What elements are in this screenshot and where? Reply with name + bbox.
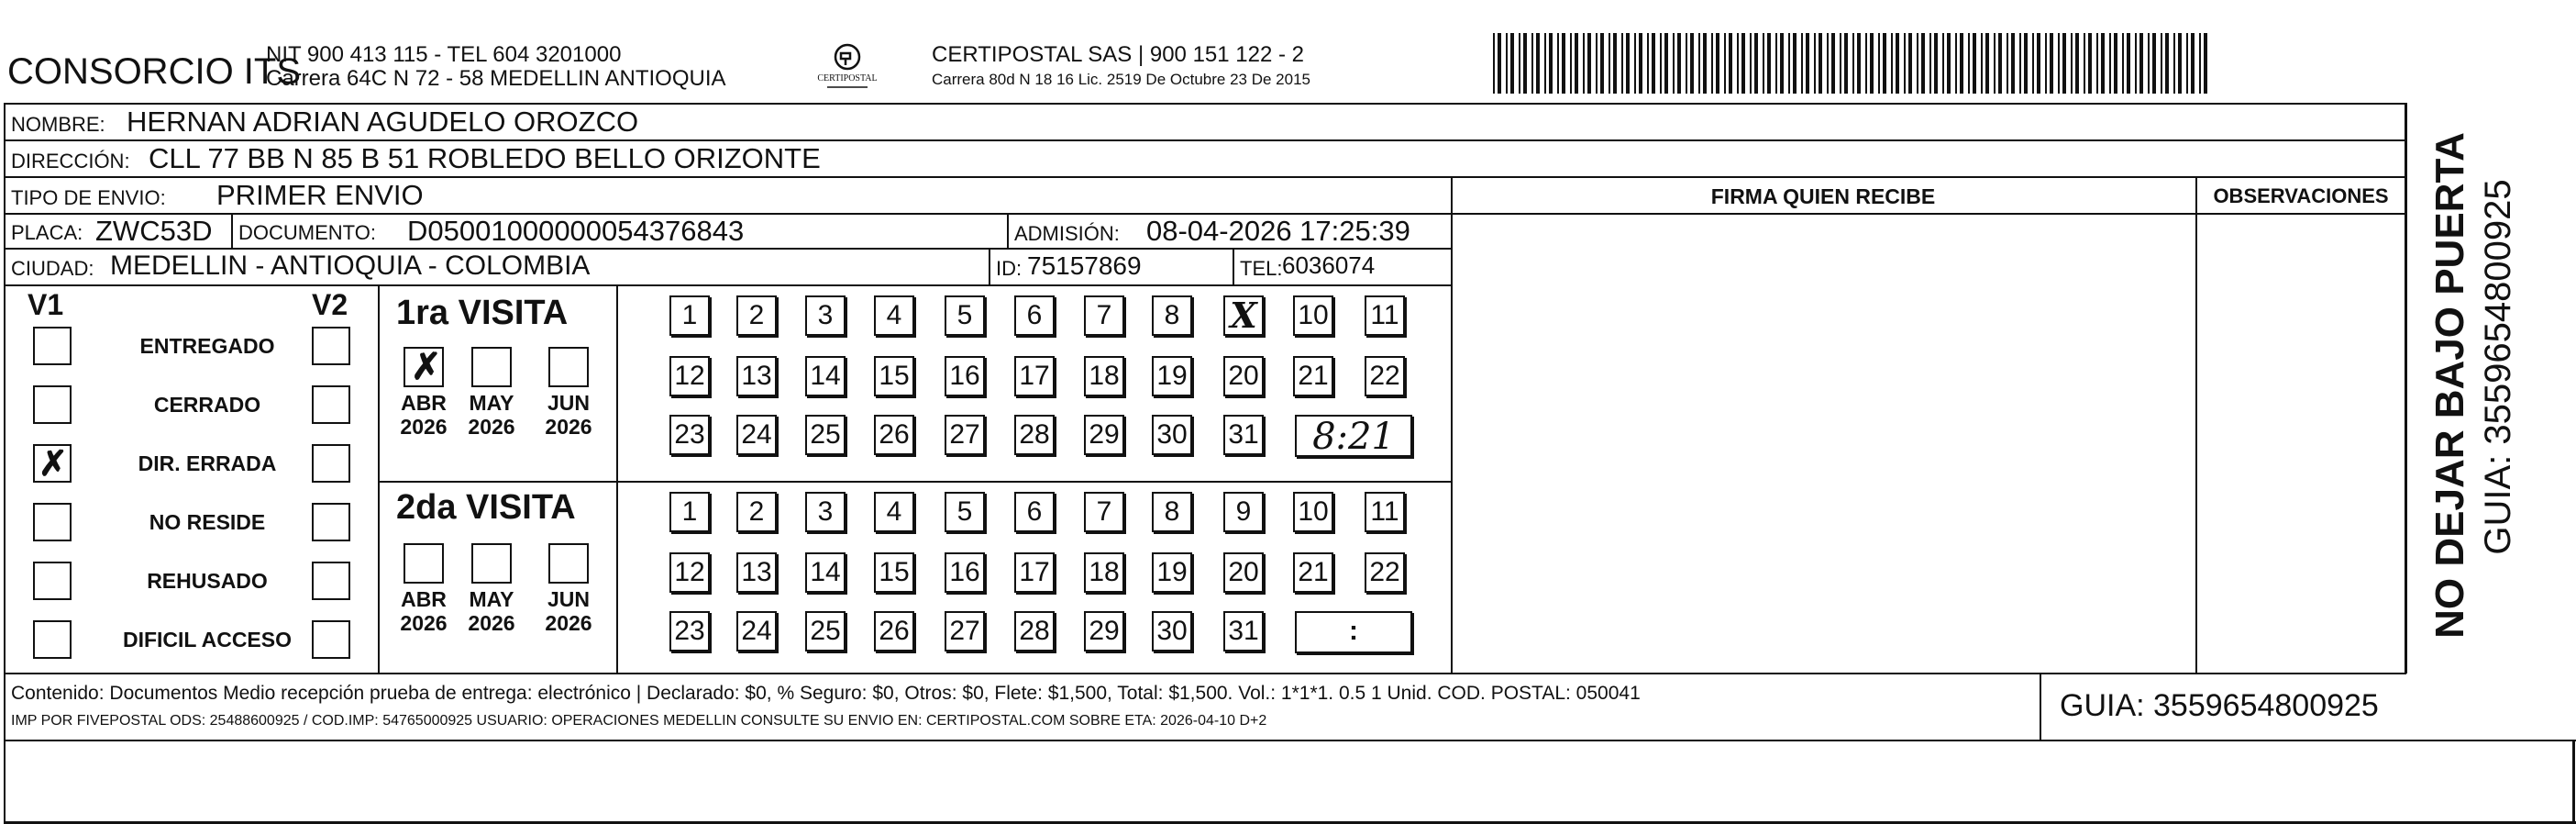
v2-header: V2 <box>312 288 348 321</box>
visit1-day-number: 10 <box>1298 300 1329 330</box>
v1-checkbox[interactable] <box>33 562 72 600</box>
visit2-day-box[interactable] <box>669 492 710 532</box>
visit2-day-box[interactable] <box>669 552 710 593</box>
visit1-day-box[interactable] <box>1365 295 1405 336</box>
visit2-day-box[interactable] <box>1365 552 1405 593</box>
visit1-day-box[interactable] <box>669 295 710 336</box>
visit1-month-checkbox[interactable] <box>404 347 444 387</box>
visit1-day-box[interactable] <box>1223 295 1264 336</box>
visit2-day-number: 23 <box>674 616 705 646</box>
v2-checkbox[interactable] <box>312 327 350 365</box>
visit2-day-number: 8 <box>1164 496 1180 527</box>
visit2-day-number: 25 <box>810 616 841 646</box>
footer-guide: GUIA: 3559654800925 <box>2060 688 2379 723</box>
visit1-day-number: 13 <box>741 361 772 391</box>
visit1-day-box[interactable] <box>1223 415 1264 455</box>
visit2-day-number: 13 <box>741 557 772 587</box>
visit2-time: : <box>1349 616 1358 646</box>
visit2-day-number: 5 <box>956 496 973 527</box>
document-label: DOCUMENTO: <box>238 221 376 244</box>
visit1-month-checkbox[interactable] <box>471 347 512 387</box>
visit1-day-box[interactable] <box>1152 295 1192 336</box>
visit1-day-box[interactable] <box>874 356 914 396</box>
v1-checkbox[interactable] <box>33 503 72 541</box>
visit2-day-number: 1 <box>681 496 698 527</box>
visit2-title: 2da VISITA <box>396 488 576 527</box>
v1-header: V1 <box>28 288 64 321</box>
visit1-day-number: 20 <box>1228 361 1259 391</box>
company-nit: NIT 900 413 115 - TEL 604 3201000 <box>266 42 622 67</box>
check-mark-icon: ✗ <box>39 442 68 484</box>
v1-checkbox[interactable] <box>33 620 72 659</box>
plate: ZWC53D <box>95 215 213 247</box>
document-number: D05001000000054376843 <box>407 215 745 247</box>
barcode <box>1493 33 2217 94</box>
visit2-day-number: 20 <box>1228 557 1259 587</box>
visit1-day-number: 25 <box>810 419 841 450</box>
visit2-day-box[interactable] <box>1293 492 1333 532</box>
ship-type: PRIMER ENVIO <box>216 179 424 211</box>
visit1-day-number: 11 <box>1370 300 1399 330</box>
visit2-day-number: 18 <box>1089 557 1120 587</box>
visit2-day-number: 7 <box>1096 496 1112 527</box>
visit2-day-number: 30 <box>1156 616 1188 646</box>
visit2-day-box[interactable] <box>669 611 710 651</box>
status-label-entregado: ENTREGADO <box>139 334 275 358</box>
visit1-day-box[interactable] <box>874 415 914 455</box>
visit1-day-number: 6 <box>1026 300 1043 330</box>
visit2-day-number: 29 <box>1089 616 1120 646</box>
v2-checkbox[interactable] <box>312 562 350 600</box>
visit1-year-label: 2026 <box>545 415 592 439</box>
visit1-day-number: 14 <box>810 361 841 391</box>
footer-content: Contenido: Documentos Medio recepción prueba de entrega: electrónico | Declarado: $0, % Seguro: $0, Otros: $0, Flete: $1,500, Total: $1,500. Vol.: 1*1*1. 0.5 1 Unid. COD. POSTAL: 050041 <box>11 683 1641 704</box>
visit2-day-number: 9 <box>1235 496 1252 527</box>
visit1-month-checkbox[interactable] <box>548 347 589 387</box>
company-address: Carrera 64C N 72 - 58 MEDELLIN ANTIOQUIA <box>266 66 726 91</box>
recipient-id: 75157869 <box>1027 251 1142 280</box>
visit1-day-box[interactable] <box>736 415 777 455</box>
visit2-day-number: 14 <box>810 557 841 587</box>
carrier-address: Carrera 80d N 18 16 Lic. 2519 De Octubre 23 De 2015 <box>932 71 1310 88</box>
visit2-day-number: 4 <box>886 496 902 527</box>
visit1-day-box[interactable] <box>1365 356 1405 396</box>
visit1-day-number: 24 <box>741 419 772 450</box>
visit1-day-number: 29 <box>1089 419 1120 450</box>
visit1-day-number: 22 <box>1369 361 1400 391</box>
visit2-day-box[interactable] <box>1084 611 1124 651</box>
visit1-day-box[interactable] <box>805 415 846 455</box>
visit1-day-box[interactable] <box>1293 295 1333 336</box>
visit1-day-box[interactable] <box>874 295 914 336</box>
visit1-day-box[interactable] <box>669 415 710 455</box>
visit2-day-number: 31 <box>1228 616 1259 646</box>
visit2-day-box[interactable] <box>805 552 846 593</box>
visit2-day-box[interactable] <box>874 492 914 532</box>
visit2-month-label: JUN <box>547 587 590 611</box>
visit1-day-number: 19 <box>1156 361 1188 391</box>
visit1-day-number: 8 <box>1164 300 1180 330</box>
address-label: DIRECCIÓN: <box>11 150 130 173</box>
visit1-day-box[interactable] <box>1152 356 1192 396</box>
visit1-day-number: 26 <box>879 419 910 450</box>
admission-date: 08-04-2026 17:25:39 <box>1146 215 1410 247</box>
visit2-day-box[interactable] <box>1365 492 1405 532</box>
visit1-day-box[interactable] <box>669 356 710 396</box>
observations-label: OBSERVACIONES <box>2213 184 2389 207</box>
visit2-day-number: 16 <box>949 557 980 587</box>
visit1-day-number: 31 <box>1228 419 1259 450</box>
visit1-month-label: MAY <box>469 391 514 415</box>
v2-checkbox[interactable] <box>312 385 350 424</box>
visit1-day-box[interactable] <box>736 356 777 396</box>
day-mark: X <box>1230 295 1257 336</box>
footer-printer: IMP POR FIVEPOSTAL ODS: 25488600925 / COD.IMP: 54765000925 USUARIO: OPERACIONES MEDELLIN CONSULTE SU ENVIO EN: CERTIPOSTAL.COM SOBRE ETA: 2026-04-10 D+2 <box>11 713 1267 729</box>
visit1-day-box[interactable] <box>945 295 985 336</box>
visit1-day-box[interactable] <box>1223 356 1264 396</box>
visit1-day-number: 2 <box>748 300 765 330</box>
recipient-tel: 6036074 <box>1282 251 1376 279</box>
visit1-day-box[interactable] <box>805 295 846 336</box>
signature-label: FIRMA QUIEN RECIBE <box>1710 184 1936 208</box>
v2-checkbox[interactable] <box>312 620 350 659</box>
visit2-year-label: 2026 <box>468 611 515 635</box>
visit1-day-box[interactable] <box>1084 356 1124 396</box>
visit1-day-number: 1 <box>681 300 698 330</box>
visit2-day-number: 28 <box>1019 616 1050 646</box>
visit2-month-label: ABR <box>401 587 447 611</box>
visit2-day-number: 12 <box>674 557 705 587</box>
visit1-day-number: 12 <box>674 361 705 391</box>
visit1-day-box[interactable] <box>1014 415 1055 455</box>
visit1-day-number: 15 <box>879 361 910 391</box>
visit2-day-number: 19 <box>1156 557 1188 587</box>
visit1-year-label: 2026 <box>400 415 448 439</box>
visit1-day-box[interactable] <box>1084 415 1124 455</box>
visit2-day-box[interactable] <box>1014 552 1055 593</box>
visit1-time: 8:21 <box>1312 416 1395 458</box>
visit2-day-number: 26 <box>879 616 910 646</box>
visit2-day-number: 24 <box>741 616 772 646</box>
status-label-dificil-acceso: DIFICIL ACCESO <box>122 628 292 651</box>
certipostal-logo-icon <box>814 40 880 95</box>
visit2-day-box[interactable] <box>1152 611 1192 651</box>
v1-checkbox[interactable] <box>33 385 72 424</box>
visit2-day-number: 17 <box>1019 557 1050 587</box>
recipient-name: HERNAN ADRIAN AGUDELO OROZCO <box>127 106 639 138</box>
check-mark-icon: ✗ <box>411 345 442 388</box>
visit2-day-box[interactable] <box>1293 552 1333 593</box>
side-warning: NO DEJAR BAJO PUERTA <box>2427 132 2472 639</box>
visit2-day-number: 15 <box>879 557 910 587</box>
visit2-day-number: 21 <box>1298 557 1329 587</box>
visit2-day-box[interactable] <box>1152 552 1192 593</box>
visit1-day-number: 3 <box>817 300 834 330</box>
recipient-address: CLL 77 BB N 85 B 51 ROBLEDO BELLO ORIZONTE <box>149 142 821 174</box>
visit2-month-checkbox[interactable] <box>548 543 589 584</box>
visit1-day-number: 16 <box>949 361 980 391</box>
visit2-day-box[interactable] <box>1223 492 1264 532</box>
visit1-day-box[interactable] <box>1084 295 1124 336</box>
tel-label: TEL: <box>1240 257 1283 280</box>
visit2-year-label: 2026 <box>400 611 448 635</box>
visit1-day-box[interactable] <box>805 356 846 396</box>
visit2-day-box[interactable] <box>945 492 985 532</box>
visit1-day-number: 4 <box>886 300 902 330</box>
visit1-title: 1ra VISITA <box>396 294 569 332</box>
visit2-day-number: 3 <box>817 496 834 527</box>
status-label-dir-errada: DIR. ERRADA <box>138 451 277 475</box>
visit2-day-box[interactable] <box>945 611 985 651</box>
visit2-day-number: 27 <box>949 616 980 646</box>
status-label-rehusado: REHUSADO <box>147 569 268 593</box>
status-label-no-reside: NO RESIDE <box>149 510 266 534</box>
visit1-day-number: 30 <box>1156 419 1188 450</box>
visit2-month-checkbox[interactable] <box>471 543 512 584</box>
visit2-month-label: MAY <box>469 587 514 611</box>
id-label: ID: <box>996 257 1023 280</box>
visit2-day-box[interactable] <box>874 611 914 651</box>
visit2-year-label: 2026 <box>545 611 592 635</box>
admission-label: ADMISIÓN: <box>1014 222 1120 245</box>
v2-checkbox[interactable] <box>312 503 350 541</box>
visit1-day-number: 18 <box>1089 361 1120 391</box>
visit2-day-box[interactable] <box>1014 611 1055 651</box>
visit2-day-number: 22 <box>1369 557 1400 587</box>
visit1-day-number: 27 <box>949 419 980 450</box>
visit2-day-box[interactable] <box>1152 492 1192 532</box>
visit1-time-box[interactable] <box>1295 415 1412 457</box>
visit1-day-number: 23 <box>674 419 705 450</box>
visit2-month-checkbox[interactable] <box>404 543 444 584</box>
visit2-time-box[interactable] <box>1295 611 1412 653</box>
visit1-day-box[interactable] <box>1014 356 1055 396</box>
visit1-month-label: ABR <box>401 391 447 415</box>
visit1-day-number: 17 <box>1019 361 1050 391</box>
visit1-day-number: 21 <box>1298 361 1329 391</box>
carrier-name: CERTIPOSTAL SAS | 900 151 122 - 2 <box>932 42 1304 67</box>
company-name: CONSORCIO ITS <box>7 51 302 92</box>
visit1-day-number: 5 <box>956 300 973 330</box>
visit2-day-number: 6 <box>1026 496 1043 527</box>
visit1-day-box[interactable] <box>736 295 777 336</box>
visit2-day-box[interactable] <box>945 552 985 593</box>
visit1-day-box[interactable] <box>945 415 985 455</box>
visit2-day-number: 11 <box>1370 496 1399 527</box>
visit1-day-box[interactable] <box>945 356 985 396</box>
visit1-year-label: 2026 <box>468 415 515 439</box>
visit2-day-box[interactable] <box>736 552 777 593</box>
visit1-day-box[interactable] <box>1014 295 1055 336</box>
side-guide: GUIA: 3559654800925 <box>2478 179 2518 555</box>
visit2-day-box[interactable] <box>736 492 777 532</box>
visit2-day-box[interactable] <box>1223 611 1264 651</box>
name-label: NOMBRE: <box>11 113 105 136</box>
v1-checkbox[interactable] <box>33 444 72 483</box>
visit2-day-box[interactable] <box>1084 552 1124 593</box>
city: MEDELLIN - ANTIOQUIA - COLOMBIA <box>110 251 591 281</box>
visit2-day-box[interactable] <box>805 611 846 651</box>
ship-type-label: TIPO DE ENVIO: <box>11 186 166 209</box>
visit2-day-box[interactable] <box>1014 492 1055 532</box>
visit2-day-box[interactable] <box>805 492 846 532</box>
visit2-day-box[interactable] <box>874 552 914 593</box>
visit1-day-box[interactable] <box>1152 415 1192 455</box>
visit2-day-box[interactable] <box>736 611 777 651</box>
v2-checkbox[interactable] <box>312 444 350 483</box>
visit2-day-box[interactable] <box>1223 552 1264 593</box>
visit1-day-box[interactable] <box>1293 356 1333 396</box>
v1-checkbox[interactable] <box>33 327 72 365</box>
visit2-day-number: 2 <box>748 496 765 527</box>
visit2-day-number: 10 <box>1298 496 1329 527</box>
logo-text: CERTIPOSTAL <box>817 73 878 84</box>
city-label: CIUDAD: <box>11 257 94 280</box>
visit1-day-number: 28 <box>1019 419 1050 450</box>
plate-label: PLACA: <box>11 221 83 244</box>
status-label-cerrado: CERRADO <box>153 393 261 417</box>
visit1-month-label: JUN <box>547 391 590 415</box>
visit2-day-box[interactable] <box>1084 492 1124 532</box>
visit1-day-number: 7 <box>1096 300 1112 330</box>
